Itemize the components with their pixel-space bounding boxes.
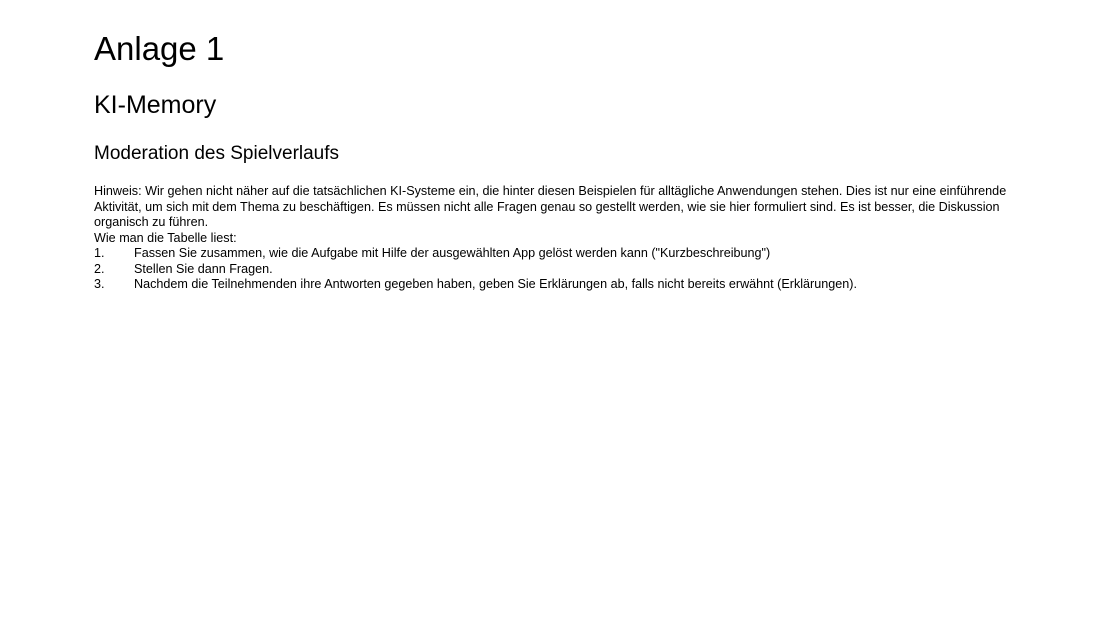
list-item: [94, 262, 1024, 278]
step-text: Fassen Sie zusammen, wie die Aufgabe mit Hilfe der ausgewählten App gelöst werden kann ("Kurzbeschreibung"): [134, 246, 771, 260]
heading-moderation: Moderation des Spielverlaufs: [94, 143, 340, 164]
list-item: [94, 246, 1024, 262]
howto-intro: Wie man die Tabelle liest:: [94, 230, 237, 245]
heading-anlage: Anlage 1: [94, 30, 225, 67]
step-text: Nachdem die Teilnehmenden ihre Antworten gegeben haben, geben Sie Erklärungen ab, falls nicht bereits erwähnt (Erklärungen).: [134, 277, 857, 291]
heading-ki-memory: KI-Memory: [94, 91, 217, 119]
steps-list: [94, 246, 1024, 293]
step-number: 3.: [94, 277, 105, 291]
step-text: Stellen Sie dann Fragen.: [134, 261, 273, 276]
list-item: [94, 277, 1024, 293]
body-text: [94, 184, 1024, 293]
step-number: 2.: [94, 261, 105, 276]
step-number: 1.: [94, 246, 105, 260]
note-paragraph: Hinweis: Wir gehen nicht näher auf die tatsächlichen KI-Systeme ein, die hinter diesen Beispielen für alltägliche Anwendungen stehen. Dies ist nur eine einführende Aktivität, um sich mit dem Thema zu beschäftigen. Es müssen nicht alle Fragen genau so gestellt werden, wie sie hier formuliert sind. Es ist besser, die Diskussion organisch zu führen.: [94, 184, 1007, 229]
